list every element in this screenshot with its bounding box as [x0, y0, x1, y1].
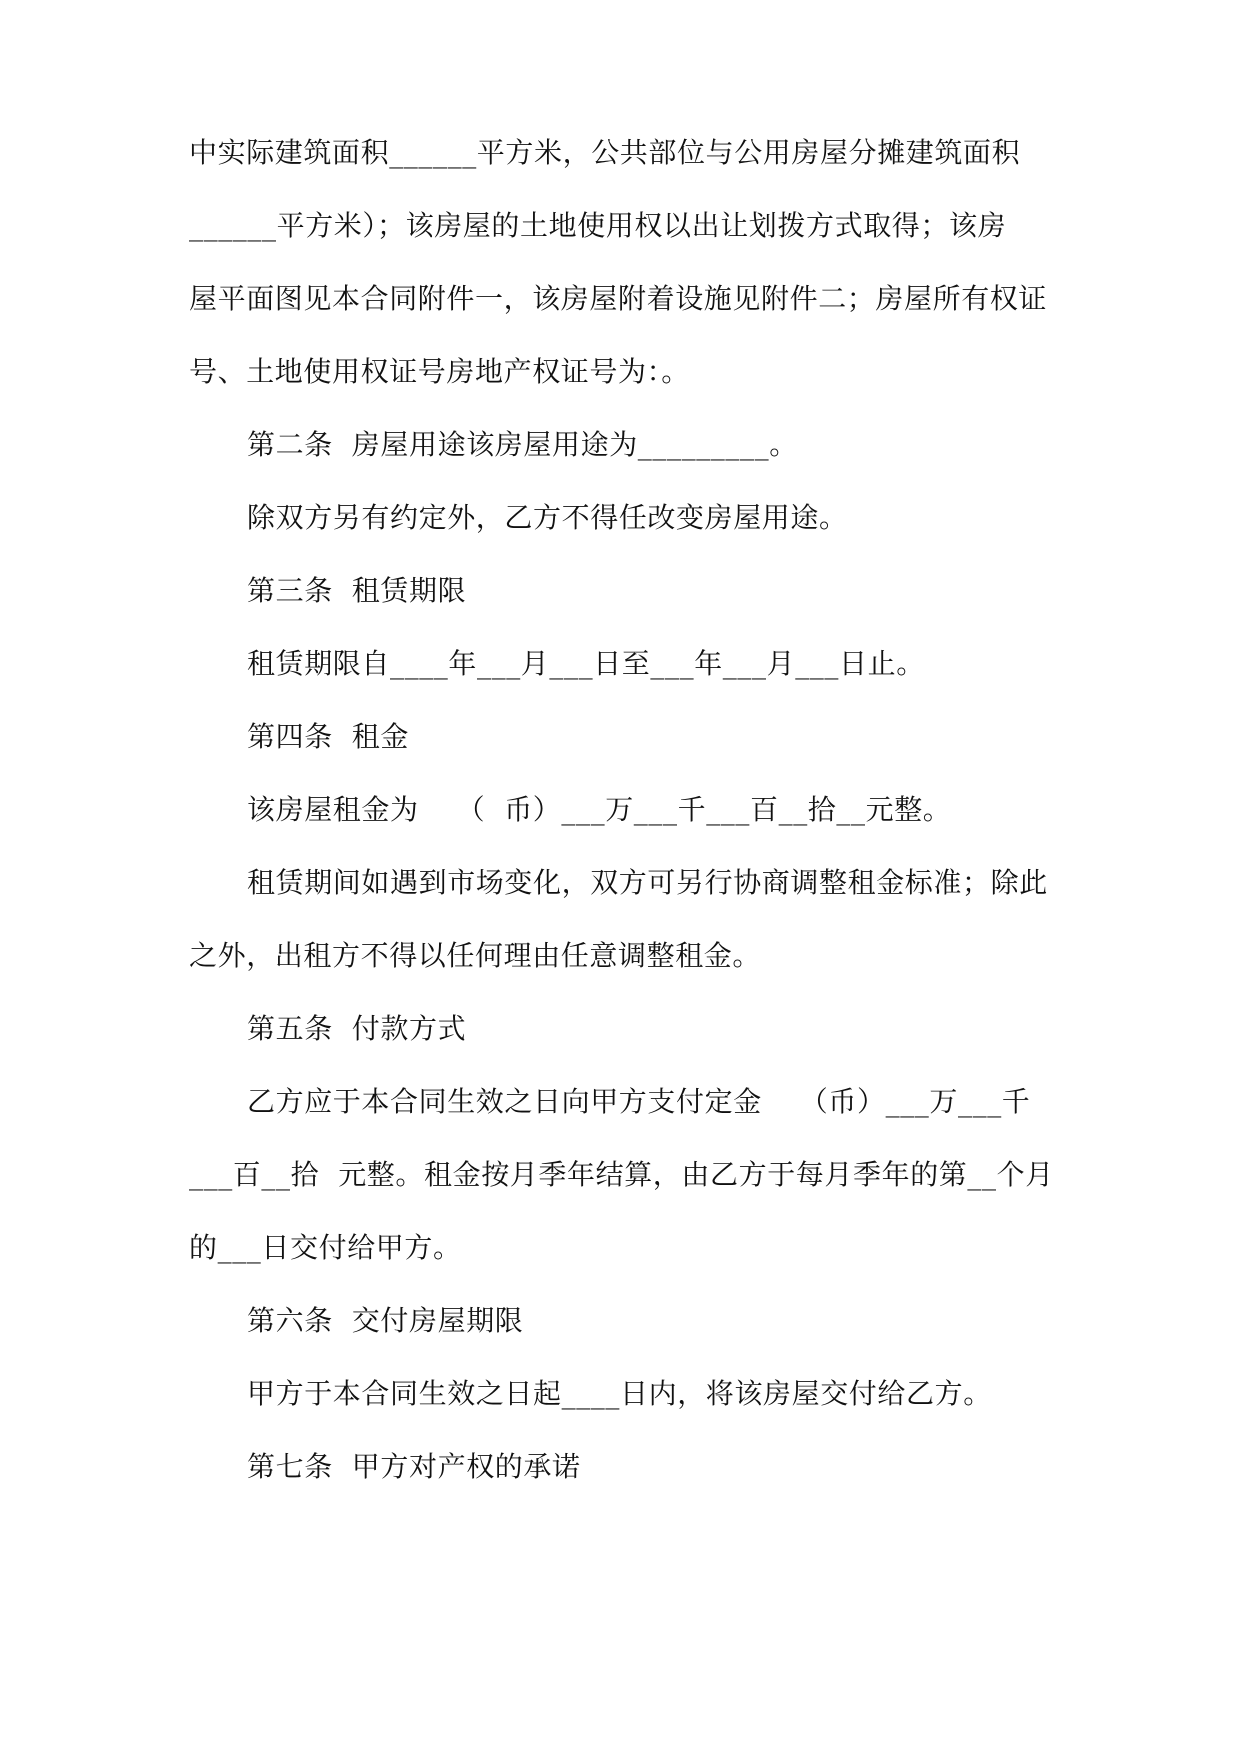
article-heading: 第三条 租赁期限: [247, 574, 467, 607]
text-line: 号、土地使用权证号房地产权证号为：。: [189, 355, 690, 388]
article-heading: 第六条 交付房屋期限: [247, 1304, 524, 1337]
text-line: ______平方米）；该房屋的土地使用权以出让划拨方式取得；该房: [189, 209, 1007, 242]
text-line: 中实际建筑面积______平方米，公共部位与公用房屋分摊建筑面积: [189, 136, 1021, 169]
article-heading: 第五条 付款方式: [247, 1012, 467, 1045]
article-heading: 第七条 甲方对产权的承诺: [247, 1450, 581, 1483]
text-line: 乙方应于本合同生效之日向甲方支付定金 （币）___万___千: [247, 1085, 1031, 1118]
text-line: 之外，出租方不得以任何理由任意调整租金。: [189, 939, 762, 972]
text-line: 的___日交付给甲方。: [189, 1231, 462, 1264]
text-line: ___百__拾 元整。租金按月季年结算，由乙方于每月季年的第__个月: [189, 1158, 1054, 1191]
text-line: 该房屋租金为 （ 币）___万___千___百__拾__元整。: [247, 793, 952, 826]
text-line: 甲方于本合同生效之日起____日内，将该房屋交付给乙方。: [247, 1377, 992, 1410]
text-line: 除双方另有约定外，乙方不得任改变房屋用途。: [247, 501, 848, 534]
article-heading: 第四条 租金: [247, 720, 410, 753]
text-line: 租赁期限自____年___月___日至___年___月___日止。: [247, 647, 925, 680]
text-line: 屋平面图见本合同附件一，该房屋附着设施见附件二；房屋所有权证: [189, 282, 1048, 315]
article-heading: 第二条 房屋用途该房屋用途为_________。: [247, 428, 798, 461]
text-line: 租赁期间如遇到市场变化，双方可另行协商调整租金标准；除此: [247, 866, 1048, 899]
